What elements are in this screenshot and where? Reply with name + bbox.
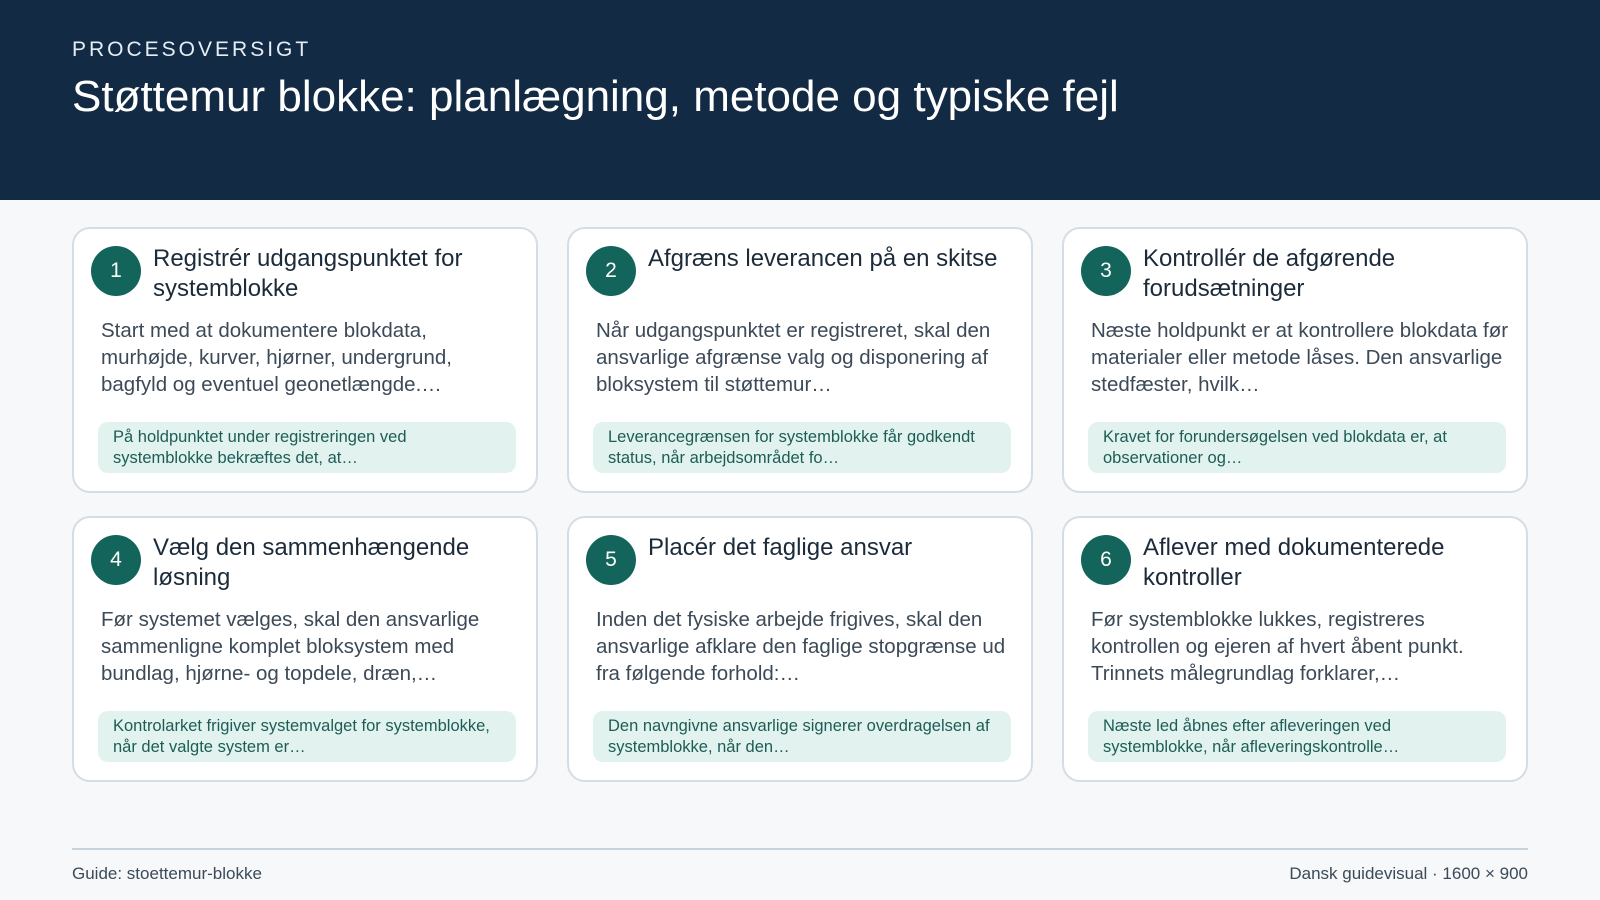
step-card-6	[1062, 516, 1528, 782]
step-checkpoint-note: Kontrolarket frigiver systemvalget for systemblokke, når det valgte system er…	[98, 711, 516, 762]
step-number-badge: 3	[1081, 246, 1131, 296]
step-checkpoint-note: Kravet for forundersøgelsen ved blokdata er, at observationer og…	[1088, 422, 1506, 473]
step-number-badge: 5	[586, 535, 636, 585]
step-title: Afgræns leverancen på en skitse	[648, 245, 998, 272]
step-card-3	[1062, 227, 1528, 493]
step-number-badge: 1	[91, 246, 141, 296]
step-description: Før systemblokke lukkes, registreres kontrollen og ejeren af hvert åbent punkt. Trinnets målegrundlag forklarer,…	[1091, 608, 1464, 685]
step-title: Placér det faglige ansvar	[648, 534, 913, 561]
step-description: Inden det fysiske arbejde frigives, skal den ansvarlige afklare den faglige stopgrænse ud fra følgende forhold:…	[596, 608, 1006, 685]
footer-divider	[72, 848, 1528, 850]
step-card-4	[72, 516, 538, 782]
eyebrow-label: PROCESOVERSIGT	[72, 38, 312, 61]
step-title: Vælg den sammenhængende løsning	[153, 534, 470, 591]
step-number-badge: 6	[1081, 535, 1131, 585]
step-card-2	[567, 227, 1033, 493]
step-checkpoint-note: Den navngivne ansvarlige signerer overdragelsen af systemblokke, når den…	[593, 711, 1011, 762]
page-title: Støttemur blokke: planlægning, metode og typiske fejl	[72, 72, 1119, 121]
step-number-badge: 4	[91, 535, 141, 585]
step-card-5	[567, 516, 1033, 782]
step-number-badge: 2	[586, 246, 636, 296]
footer-meta-label: Dansk guidevisual · 1600 × 900	[1289, 864, 1528, 883]
step-description: Start med at dokumentere blokdata, murhøjde, kurver, hjørner, undergrund, bagfyld og eventuel geonetlængde.…	[101, 319, 452, 396]
step-description: Når udgangspunktet er registreret, skal den ansvarlige afgrænse valg og disponering af bloksystem til støttemur…	[596, 319, 991, 396]
step-description: Før systemet vælges, skal den ansvarlige sammenligne komplet bloksystem med bundlag, hjørne- og topdele, dræn,…	[101, 608, 480, 685]
step-card-1	[72, 227, 538, 493]
step-title: Kontrollér de afgørende forudsætninger	[1143, 245, 1396, 302]
header-banner	[0, 0, 1600, 200]
step-checkpoint-note: På holdpunktet under registreringen ved systemblokke bekræftes det, at…	[98, 422, 516, 473]
step-title: Registrér udgangspunktet for systemblokke	[153, 245, 463, 302]
step-grid	[72, 227, 1528, 782]
step-checkpoint-note: Næste led åbnes efter afleveringen ved systemblokke, når afleveringskontrolle…	[1088, 711, 1506, 762]
footer-guide-label: Guide: stoettemur-blokke	[72, 864, 262, 883]
step-description: Næste holdpunkt er at kontrollere blokdata før materialer eller metode låses. Den ansvarlige stedfæster, hvilk…	[1091, 319, 1509, 396]
step-checkpoint-note: Leverancegrænsen for systemblokke får godkendt status, når arbejdsområdet fo…	[593, 422, 1011, 473]
step-title: Aflever med dokumenterede kontroller	[1143, 534, 1445, 591]
